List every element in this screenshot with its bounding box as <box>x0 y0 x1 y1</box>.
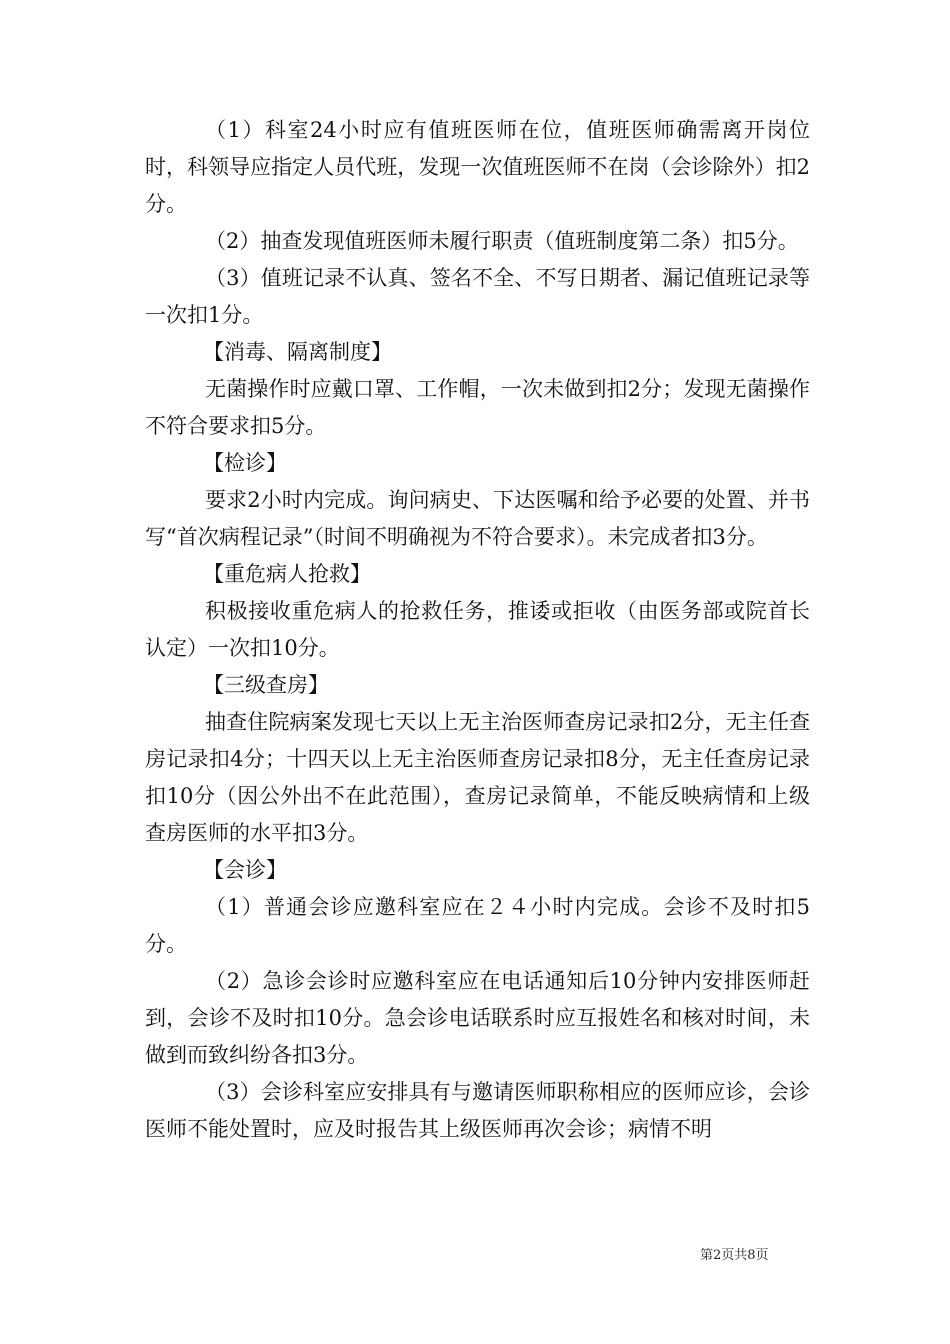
section-heading-critical-rescue: 【重危病人抢救】 <box>203 562 371 586</box>
paragraph: （3）值班记录不认真、签名不全、不写日期者、漏记值班记录等一次扣1分。 <box>145 266 810 327</box>
paragraph: 无菌操作时应戴口罩、工作帽，一次未做到扣2分；发现无菌操作不符合要求扣5分。 <box>145 377 810 438</box>
paragraph: （1）科室24小时应有值班医师在位，值班医师确需离开岗位时，科领导应指定人员代班，发现一次值班医师不在岗（会诊除外）扣2分。 <box>145 118 810 216</box>
section-heading-consultation: 【会诊】 <box>203 858 287 882</box>
document-body <box>145 112 810 1148</box>
paragraph: （3）会诊科室应安排具有与邀请医师职称相应的医师应诊，会诊医师不能处置时，应及时报告其上级医师再次会诊；病情不明 <box>145 1080 810 1141</box>
paragraph: 积极接收重危病人的抢救任务，推诿或拒收（由医务部或院首长认定）一次扣10分。 <box>145 599 810 660</box>
section-heading-examination: 【检诊】 <box>203 451 287 475</box>
paragraph: （2）急诊会诊时应邀科室应在电话通知后10分钟内安排医师赶到，会诊不及时扣10分。急会诊电话联系时应互报姓名和核对时间，未做到而致纠纷各扣3分。 <box>145 969 810 1067</box>
paragraph: （1）普通会诊应邀科室应在２４小时内完成。会诊不及时扣5分。 <box>145 895 810 956</box>
section-heading-ward-rounds: 【三级查房】 <box>203 673 329 697</box>
paragraph: 要求2小时内完成。询问病史、下达医嘱和给予必要的处置、并书写“首次病程记录”（时间不明确视为不符合要求）。未完成者扣3分。 <box>145 488 810 549</box>
page-number: 第2页共8页 <box>700 1248 769 1263</box>
section-heading-disinfection: 【消毒、隔离制度】 <box>203 340 392 364</box>
paragraph: （2）抽查发现值班医师未履行职责（值班制度第二条）扣5分。 <box>205 229 799 253</box>
paragraph: 抽查住院病案发现七天以上无主治医师查房记录扣2分，无主任查房记录扣4分；十四天以上无主治医师查房记录扣8分，无主任查房记录扣10分（因公外出不在此范围），查房记录简单，不能反映病情和上级查房医师的水平扣3分。 <box>145 710 810 845</box>
